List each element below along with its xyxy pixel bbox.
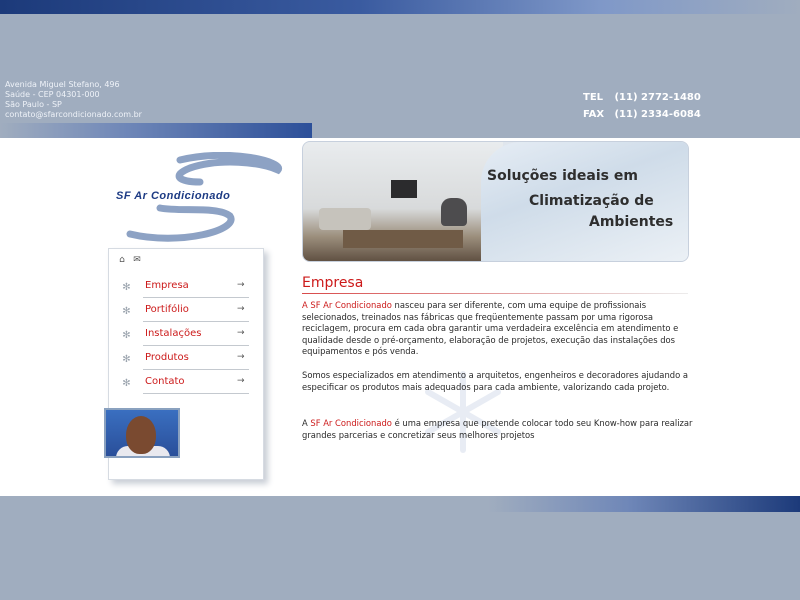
menu-divider: [143, 297, 249, 298]
menu-item-label: Portifólio: [145, 304, 189, 315]
contact-email-link[interactable]: contato@sfarcondicionado.com.br: [5, 110, 142, 119]
menu-item-contato[interactable]: [119, 373, 249, 395]
address-city: São Paulo - SP: [5, 100, 62, 109]
arrow-right-icon: →: [237, 376, 245, 386]
site-logo[interactable]: [110, 152, 290, 242]
fax-label: FAX: [583, 109, 605, 120]
bottom-gradient-strip: [488, 496, 800, 512]
snowflake-icon: ✻: [122, 330, 131, 341]
agent-face-shape: [126, 416, 156, 454]
hero-headline-3: Ambientes: [589, 214, 674, 230]
snowflake-icon: ✻: [122, 354, 131, 365]
about-paragraph-2: Somos especializados em atendimento a arquitetos, engenheiros e decoradores ajudando a especificar os produtos mais adequados para cada ambiente, valorizando cada projeto.: [302, 370, 688, 392]
phone-block: [583, 89, 701, 123]
snowflake-icon: ✻: [122, 306, 131, 317]
hero-tv-shape: [391, 180, 417, 198]
menu-divider: [143, 393, 249, 394]
menu-item-empresa[interactable]: [119, 277, 249, 299]
about-paragraph-3: [302, 418, 694, 441]
about-text-3: é uma empresa que pretende colocar todo seu Know-how para realizar grandes parcerias e concretizar seus melhores projetos: [302, 418, 693, 440]
menu-divider: [143, 345, 249, 346]
menu-item-label: Contato: [145, 376, 185, 387]
tel-label: TEL: [583, 92, 604, 103]
tel-row: [583, 89, 701, 106]
tel-number: (11) 2772-1480: [614, 92, 701, 103]
hero-sofa-shape: [319, 208, 371, 230]
address-street: Avenida Miguel Stefano, 496: [5, 80, 120, 89]
top-gradient-bar: [0, 0, 800, 14]
hero-headline-2: Climatização de: [529, 193, 654, 209]
snowflake-icon: ✻: [122, 282, 131, 293]
page-title: Empresa: [302, 275, 364, 291]
hero-banner: [302, 141, 689, 262]
hero-rug-shape: [343, 230, 463, 248]
title-underline: [302, 293, 688, 294]
about-text-1: nasceu para ser diferente, com uma equipe de profissionais selecionados, treinados nas fábricas que freqüentemente passam por uma rigorosa reciclagem, procura em cada obra garantir uma verdadeira excelência em atendimento e qualidade desde o pré-orçamento, elaboração de projetos, execução das instalações dos equipamentos e pós venda.: [302, 300, 679, 357]
menu-item-label: Empresa: [145, 280, 189, 291]
about-paragraph-1: [302, 300, 694, 358]
hero-chair-shape: [441, 198, 467, 226]
address-block: [5, 80, 142, 120]
menu-quick-icons: [117, 255, 142, 265]
menu-divider: [143, 321, 249, 322]
arrow-right-icon: →: [237, 328, 245, 338]
brand-name-2: SF Ar Condicionado: [310, 418, 392, 428]
menu-divider: [143, 369, 249, 370]
snowflake-icon: ✻: [122, 378, 131, 389]
hero-room-image: [303, 142, 503, 262]
menu-item-portifolio[interactable]: [119, 301, 249, 323]
hero-headline-1: Soluções ideais em: [487, 168, 638, 184]
support-agent-photo[interactable]: [104, 408, 180, 458]
fax-row: [583, 106, 701, 123]
logo-text: SF Ar Condicionado: [116, 190, 231, 202]
arrow-right-icon: →: [237, 352, 245, 362]
brand-name-1: A SF Ar Condicionado: [302, 300, 392, 310]
about-text-3-prefix: A: [302, 418, 311, 428]
arrow-right-icon: →: [237, 304, 245, 314]
left-gradient-strip: [0, 123, 312, 138]
address-cep: Saúde - CEP 04301-000: [5, 90, 100, 99]
fax-number: (11) 2334-6084: [614, 109, 701, 120]
menu-item-instalacoes[interactable]: [119, 325, 249, 347]
mail-icon[interactable]: ✉: [133, 255, 141, 265]
menu-item-produtos[interactable]: [119, 349, 249, 371]
menu-item-label: Instalações: [145, 328, 202, 339]
menu-item-label: Produtos: [145, 352, 189, 363]
home-icon[interactable]: ⌂: [119, 255, 125, 265]
arrow-right-icon: →: [237, 280, 245, 290]
